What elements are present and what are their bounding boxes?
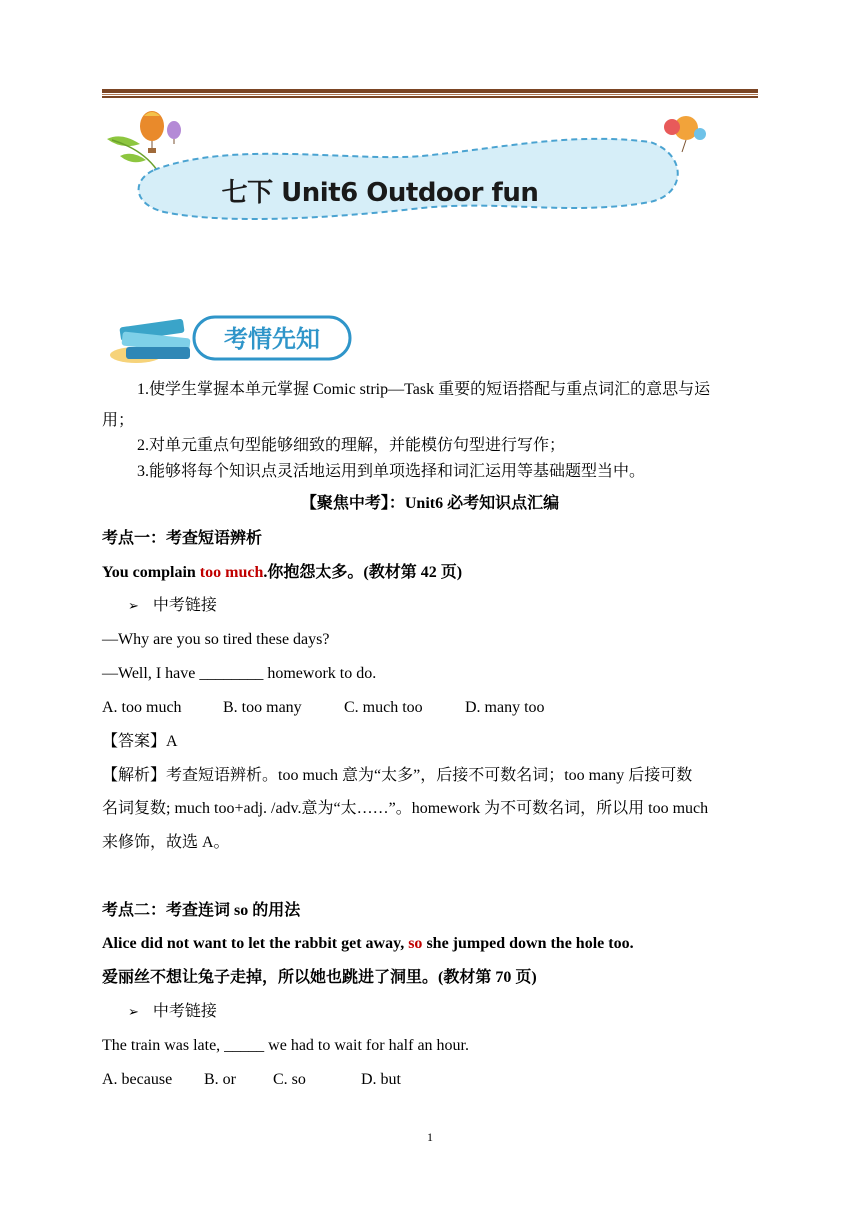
kp1-question-line-1: —Why are you so tired these days? [102,631,330,648]
intro-item-2: 2.对单元重点句型能够细致的理解，并能模仿句型进行写作； [137,437,566,454]
kp2-example [102,934,634,954]
kp1-option-a: A. too much [102,699,182,716]
kp1-link-label: 中考链接 [152,597,217,614]
kp1-option-c: C. much too [344,699,423,716]
arrow-bullet-icon: ➢ [128,599,139,614]
kp2-title: 考点二：考查连词 so 的用法 [102,902,301,919]
kp1-example-pre: You complain [102,564,200,581]
kp1-question-line-2: —Well, I have ________ homework to do. [102,665,377,682]
kp2-option-b: B. or [204,1071,236,1088]
kp2-example-post: she jumped down the hole too. [422,935,634,952]
page-title: 七下 Unit6 Outdoor fun [221,178,539,208]
header-rule-thin [102,94,758,95]
kp1-analysis-line-2: 名词复数; much too+adj. /adv.意为“太……”。homework 为不可数名词，所以用 too much [102,800,709,817]
kp1-options [102,698,545,718]
kp1-analysis-line-1: 【解析】考查短语辨析。too much 意为“太多”，后接不可数名词；too many 后接可数 [102,767,693,784]
title-banner [102,104,722,234]
intro-item-1: 1.使学生掌握本单元掌握 Comic strip—Task 重要的短语搭配与重点词汇的意思与运 [137,381,711,398]
balloon-left-icon [140,111,181,153]
kp2-option-a: A. because [102,1071,173,1088]
kp1-example-highlight: too much [199,564,264,581]
section-badge [102,303,362,373]
focus-heading: 【聚焦中考】：Unit6 必考知识点汇编 [300,495,560,512]
kp1-option-b: B. too many [223,699,302,716]
badge-label: 考情先知 [224,325,320,353]
kp2-example-highlight: so [408,935,423,952]
kp2-option-c: C. so [273,1071,306,1088]
kp1-example [102,563,462,583]
kp1-title: 考点一：考查短语辨析 [102,530,263,547]
header-rule-bottom [102,96,758,98]
kp2-question: The train was late, _____ we had to wait for half an hour. [102,1037,469,1054]
intro-item-3: 3.能够将每个知识点灵活地运用到单项选择和词汇运用等基础题型当中。 [137,463,646,480]
kp1-link [128,596,217,617]
intro-item-1-cont: 用； [102,412,135,429]
kp1-analysis-line-3: 来修饰，故选 A。 [102,834,230,851]
leaf-icon [107,136,157,170]
kp2-link [128,1002,217,1023]
kp2-example-pre: Alice did not want to let the rabbit get away, [102,935,409,952]
page-number: 1 [427,1130,433,1144]
book-stack-icon [110,319,191,363]
kp2-options [102,1070,401,1090]
kp2-translation: 爱丽丝不想让兔子走掉，所以她也跳进了洞里。(教材第 70 页) [102,969,537,986]
kp1-option-d: D. many too [465,699,545,716]
kp1-example-post: .你抱怨太多。(教材第 42 页) [263,564,463,581]
balloon-right-icon [664,116,706,152]
kp2-option-d: D. but [361,1071,401,1088]
kp1-answer: 【答案】A [102,733,178,750]
header-rule [102,89,758,93]
arrow-bullet-icon: ➢ [128,1005,139,1020]
kp2-link-label: 中考链接 [152,1003,217,1020]
